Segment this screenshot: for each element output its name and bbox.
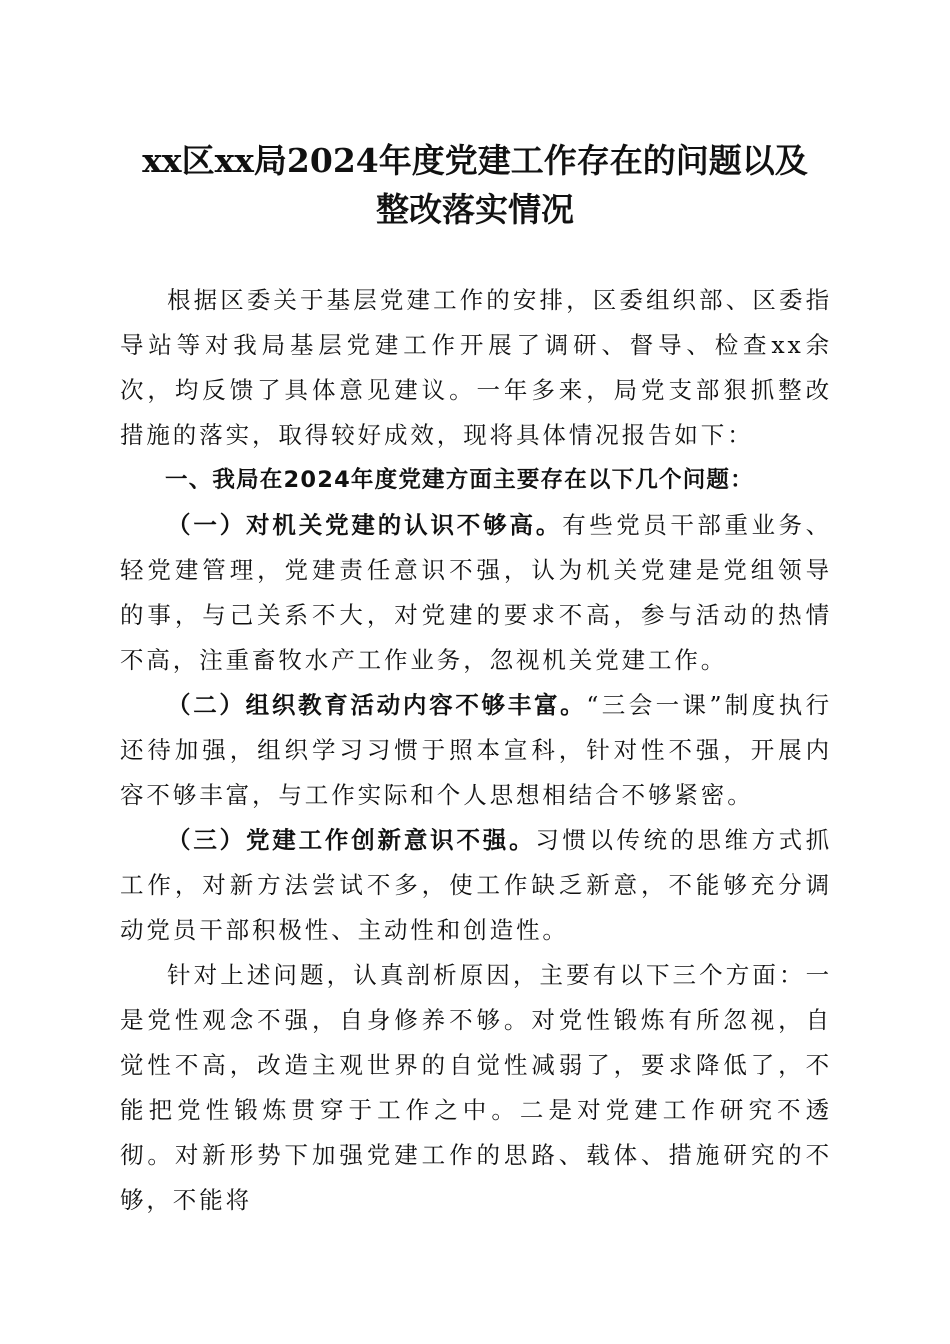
- problem-3-paragraph: [120, 818, 832, 953]
- problem-1-paragraph: [120, 503, 832, 683]
- problem-2-heading: （二）组织教育活动内容不够丰富。: [167, 691, 587, 719]
- title-line-1: xx区xx局2024年度党建工作存在的问题以及: [142, 141, 808, 180]
- analysis-paragraph: 针对上述问题，认真剖析原因，主要有以下三个方面：一是党性观念不强，自身修养不够。对党性锻炼有所忽视，自觉性不高，改造主观世界的自觉性减弱了，要求降低了，不能把党性锻炼贯穿于工作之中。二是对党建工作研究不透彻。对新形势下加强党建工作的思路、载体、措施研究的不够，不能将: [120, 961, 832, 1214]
- problem-2-text: “三会一课”制度执行还待加强，组织学习习惯于照本宣科，针对性不强，开展内容不够丰富，与工作实际和个人思想相结合不够紧密。: [120, 691, 832, 809]
- problem-1-heading: （一）对机关党建的认识不够高。: [167, 511, 563, 539]
- problem-2-paragraph: [120, 683, 832, 818]
- problem-1-text: 有些党员干部重业务、轻党建管理，党建责任意识不强，认为机关党建是党组领导的事，与己关系不大，对党建的要求不高，参与活动的热情不高，注重畜牧水产工作业务，忽视机关党建工作。: [120, 511, 832, 674]
- problem-3-heading: （三）党建工作创新意识不强。: [167, 826, 536, 854]
- intro-paragraph: 根据区委关于基层党建工作的安排，区委组织部、区委指导站等对我局基层党建工作开展了调研、督导、检查xx余次，均反馈了具体意见建议。一年多来，局党支部狠抓整改措施的落实，取得较好成效，现将具体情况报告如下：: [120, 286, 832, 449]
- problem-3-text: 习惯以传统的思维方式抓工作，对新方法尝试不多，使工作缺乏新意，不能够充分调动党员干部积极性、主动性和创造性。: [120, 826, 832, 944]
- title-line-2: 整改落实情况: [376, 190, 574, 229]
- section-1-heading: 一、我局在2024年度党建方面主要存在以下几个问题：: [165, 467, 754, 493]
- document-body: [120, 278, 832, 1223]
- document-title: [100, 136, 850, 234]
